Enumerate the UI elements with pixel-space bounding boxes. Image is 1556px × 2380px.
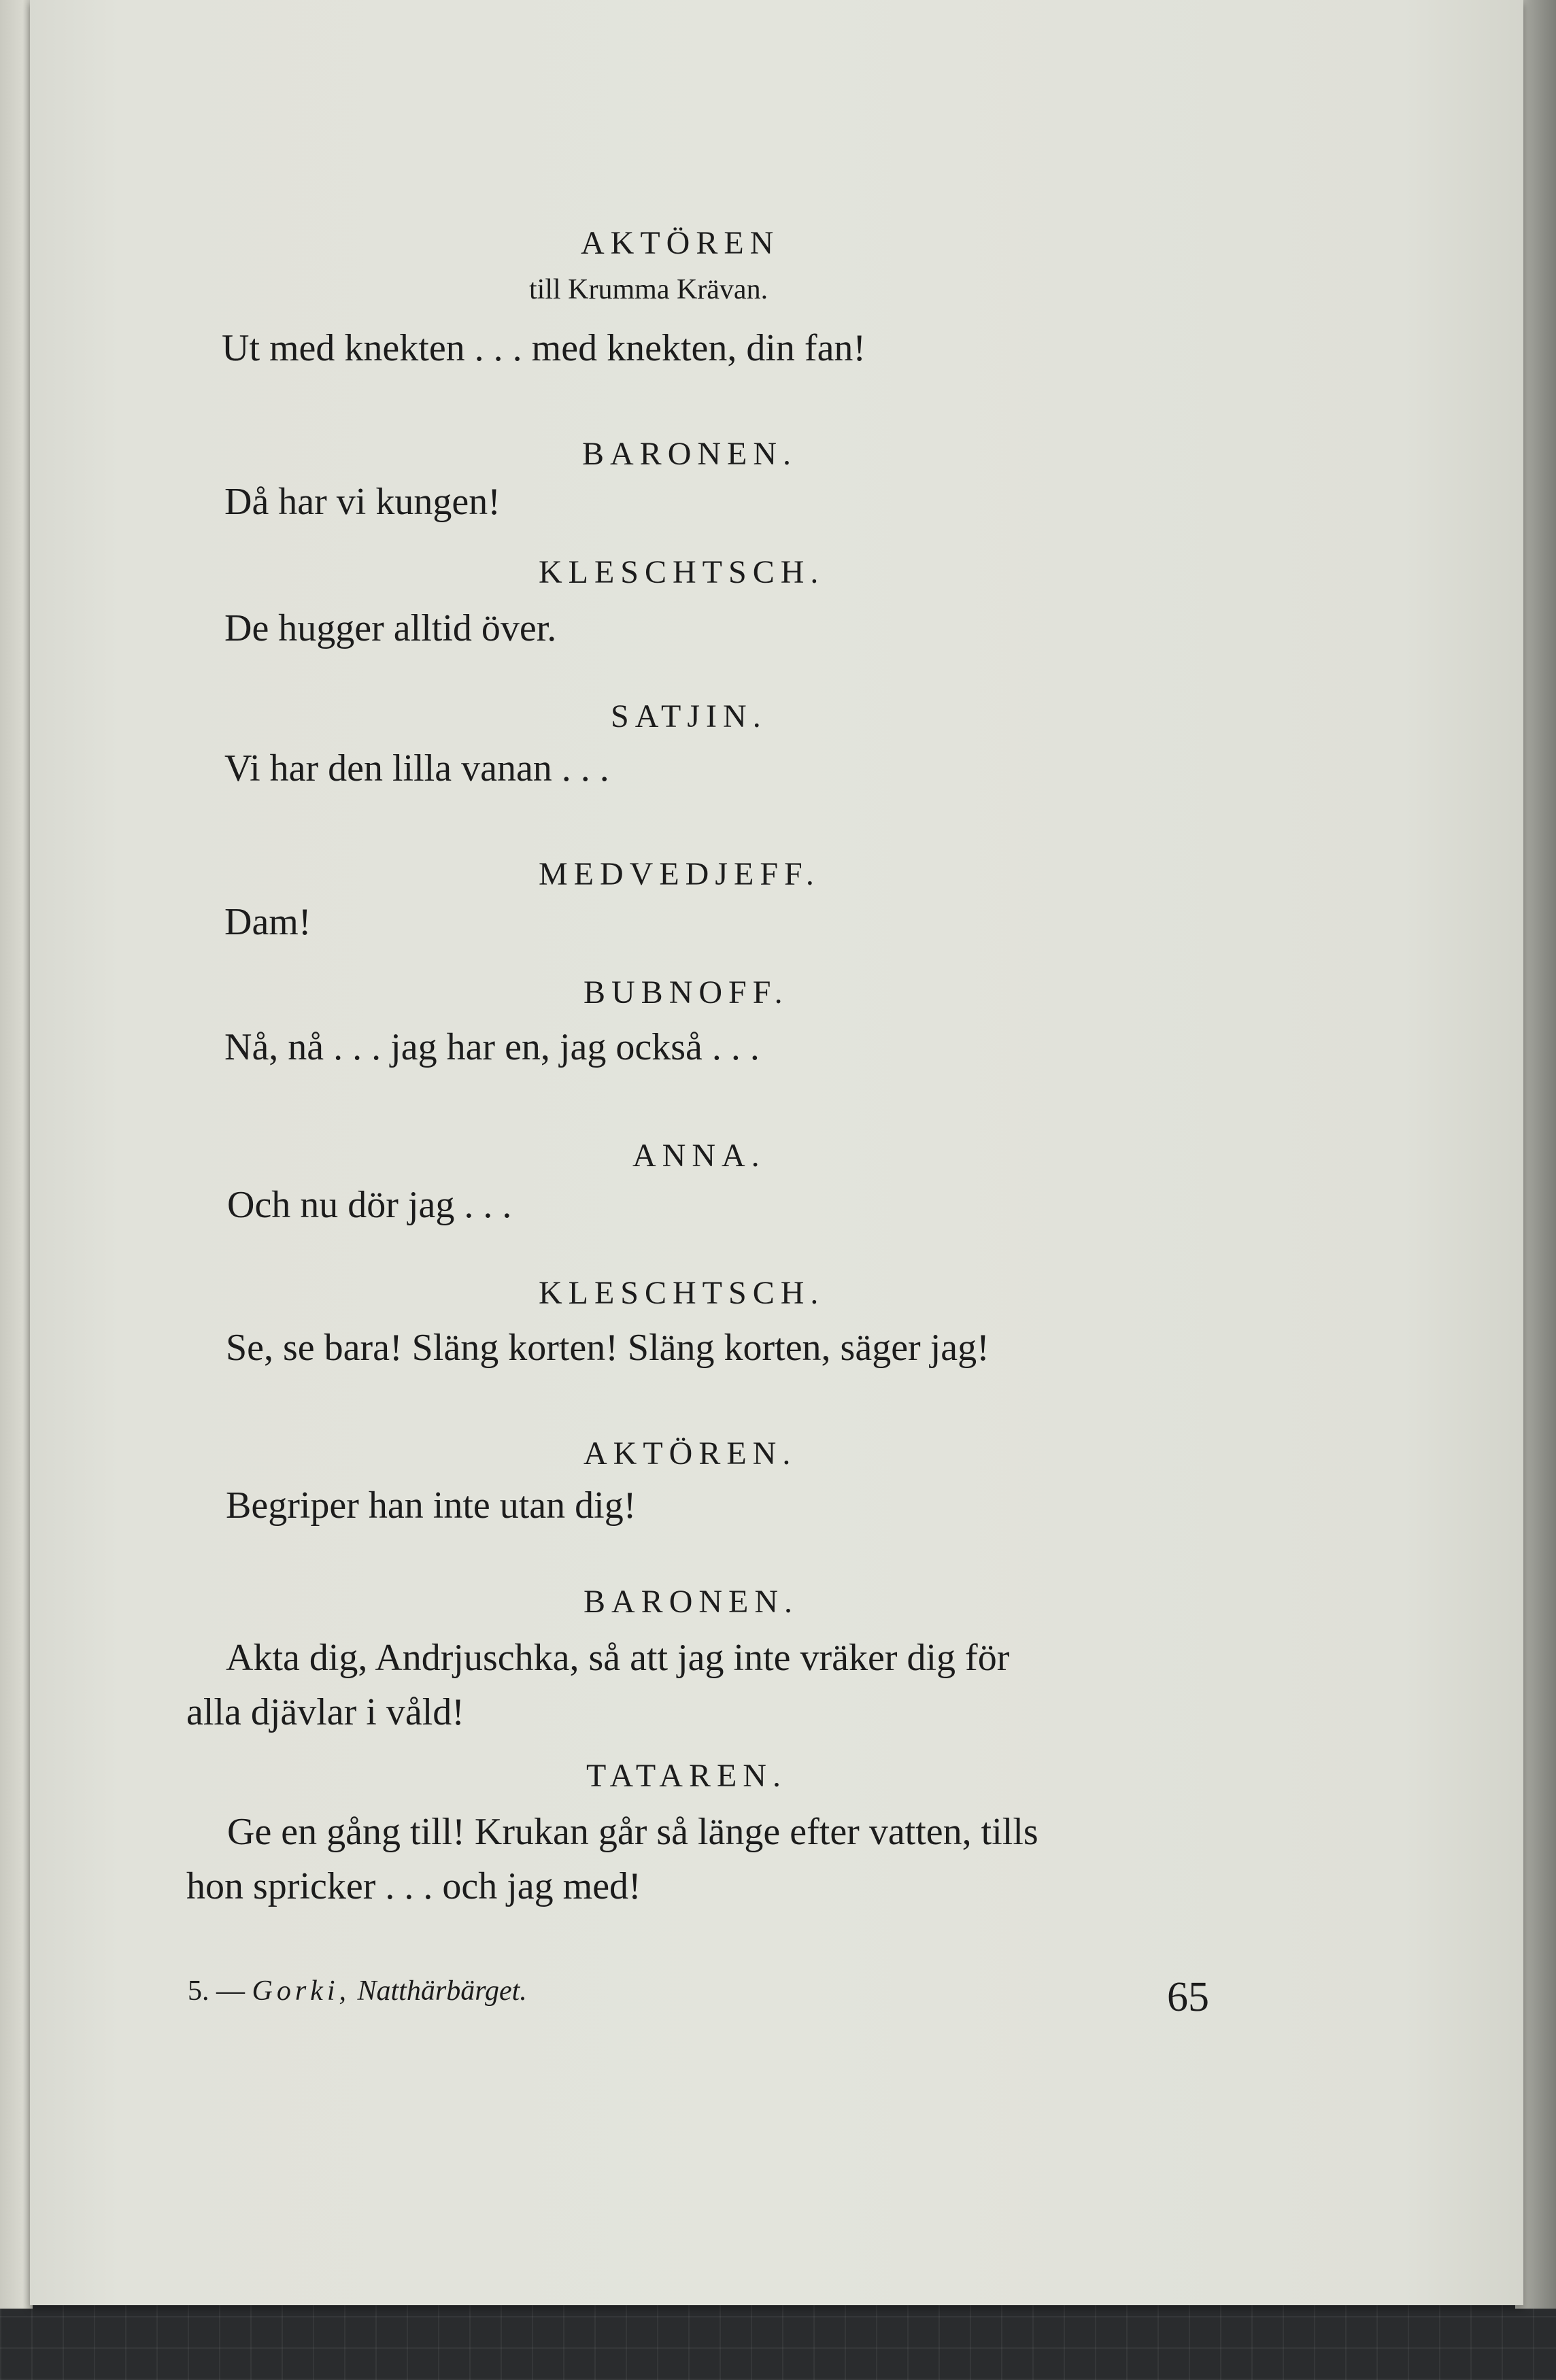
speaker-name: MEDVEDJEFF. [539, 856, 820, 892]
speaker-name: KLESCHTSCH. [539, 1275, 825, 1311]
dialogue-line: alla djävlar i våld! [186, 1691, 464, 1733]
dialogue-line: Och nu dör jag . . . [227, 1184, 512, 1226]
speaker-name: TATAREN. [586, 1758, 787, 1794]
footer-book-title: Natthärbärget. [357, 1975, 527, 2007]
book-page [30, 0, 1523, 2305]
dialogue-line: Se, se bara! Släng korten! Släng korten, säger jag! [226, 1327, 990, 1369]
dialogue-line: Begriper han inte utan dig! [226, 1484, 637, 1527]
speaker-name: ANNA. [632, 1138, 766, 1174]
facing-page-edge [0, 0, 33, 2309]
dialogue-line: Ut med knekten . . . med knekten, din fan! [222, 327, 866, 369]
dialogue-line: hon spricker . . . och jag med! [186, 1865, 641, 1907]
dialogue-line: Akta dig, Andrjuschka, så att jag inte vräker dig för [226, 1637, 1010, 1679]
stage-direction: till Krumma Krävan. [529, 274, 768, 305]
dialogue-line: Dam! [224, 901, 311, 943]
speaker-name: AKTÖREN. [584, 1435, 797, 1472]
speaker-name: SATJIN. [611, 698, 767, 734]
dialogue-line: Nå, nå . . . jag har en, jag också . . . [224, 1026, 760, 1068]
speaker-name: AKTÖREN [581, 225, 780, 261]
signature-mark [188, 1975, 527, 2007]
page-number: 65 [1167, 1974, 1209, 2020]
dialogue-line: Ge en gång till! Krukan går så länge efter vatten, tills [227, 1811, 1038, 1853]
dialogue-line: De hugger alltid över. [224, 607, 557, 649]
speaker-name: KLESCHTSCH. [539, 554, 825, 590]
dialogue-line: Då har vi kungen! [224, 481, 501, 523]
speaker-name: BUBNOFF. [584, 974, 789, 1010]
footer-author: Gorki, [252, 1975, 350, 2007]
speaker-name: BARONEN. [584, 1584, 799, 1620]
signature-number: 5. — [188, 1975, 245, 2007]
dialogue-line: Vi har den lilla vanan . . . [224, 747, 609, 789]
speaker-name: BARONEN. [582, 436, 798, 472]
